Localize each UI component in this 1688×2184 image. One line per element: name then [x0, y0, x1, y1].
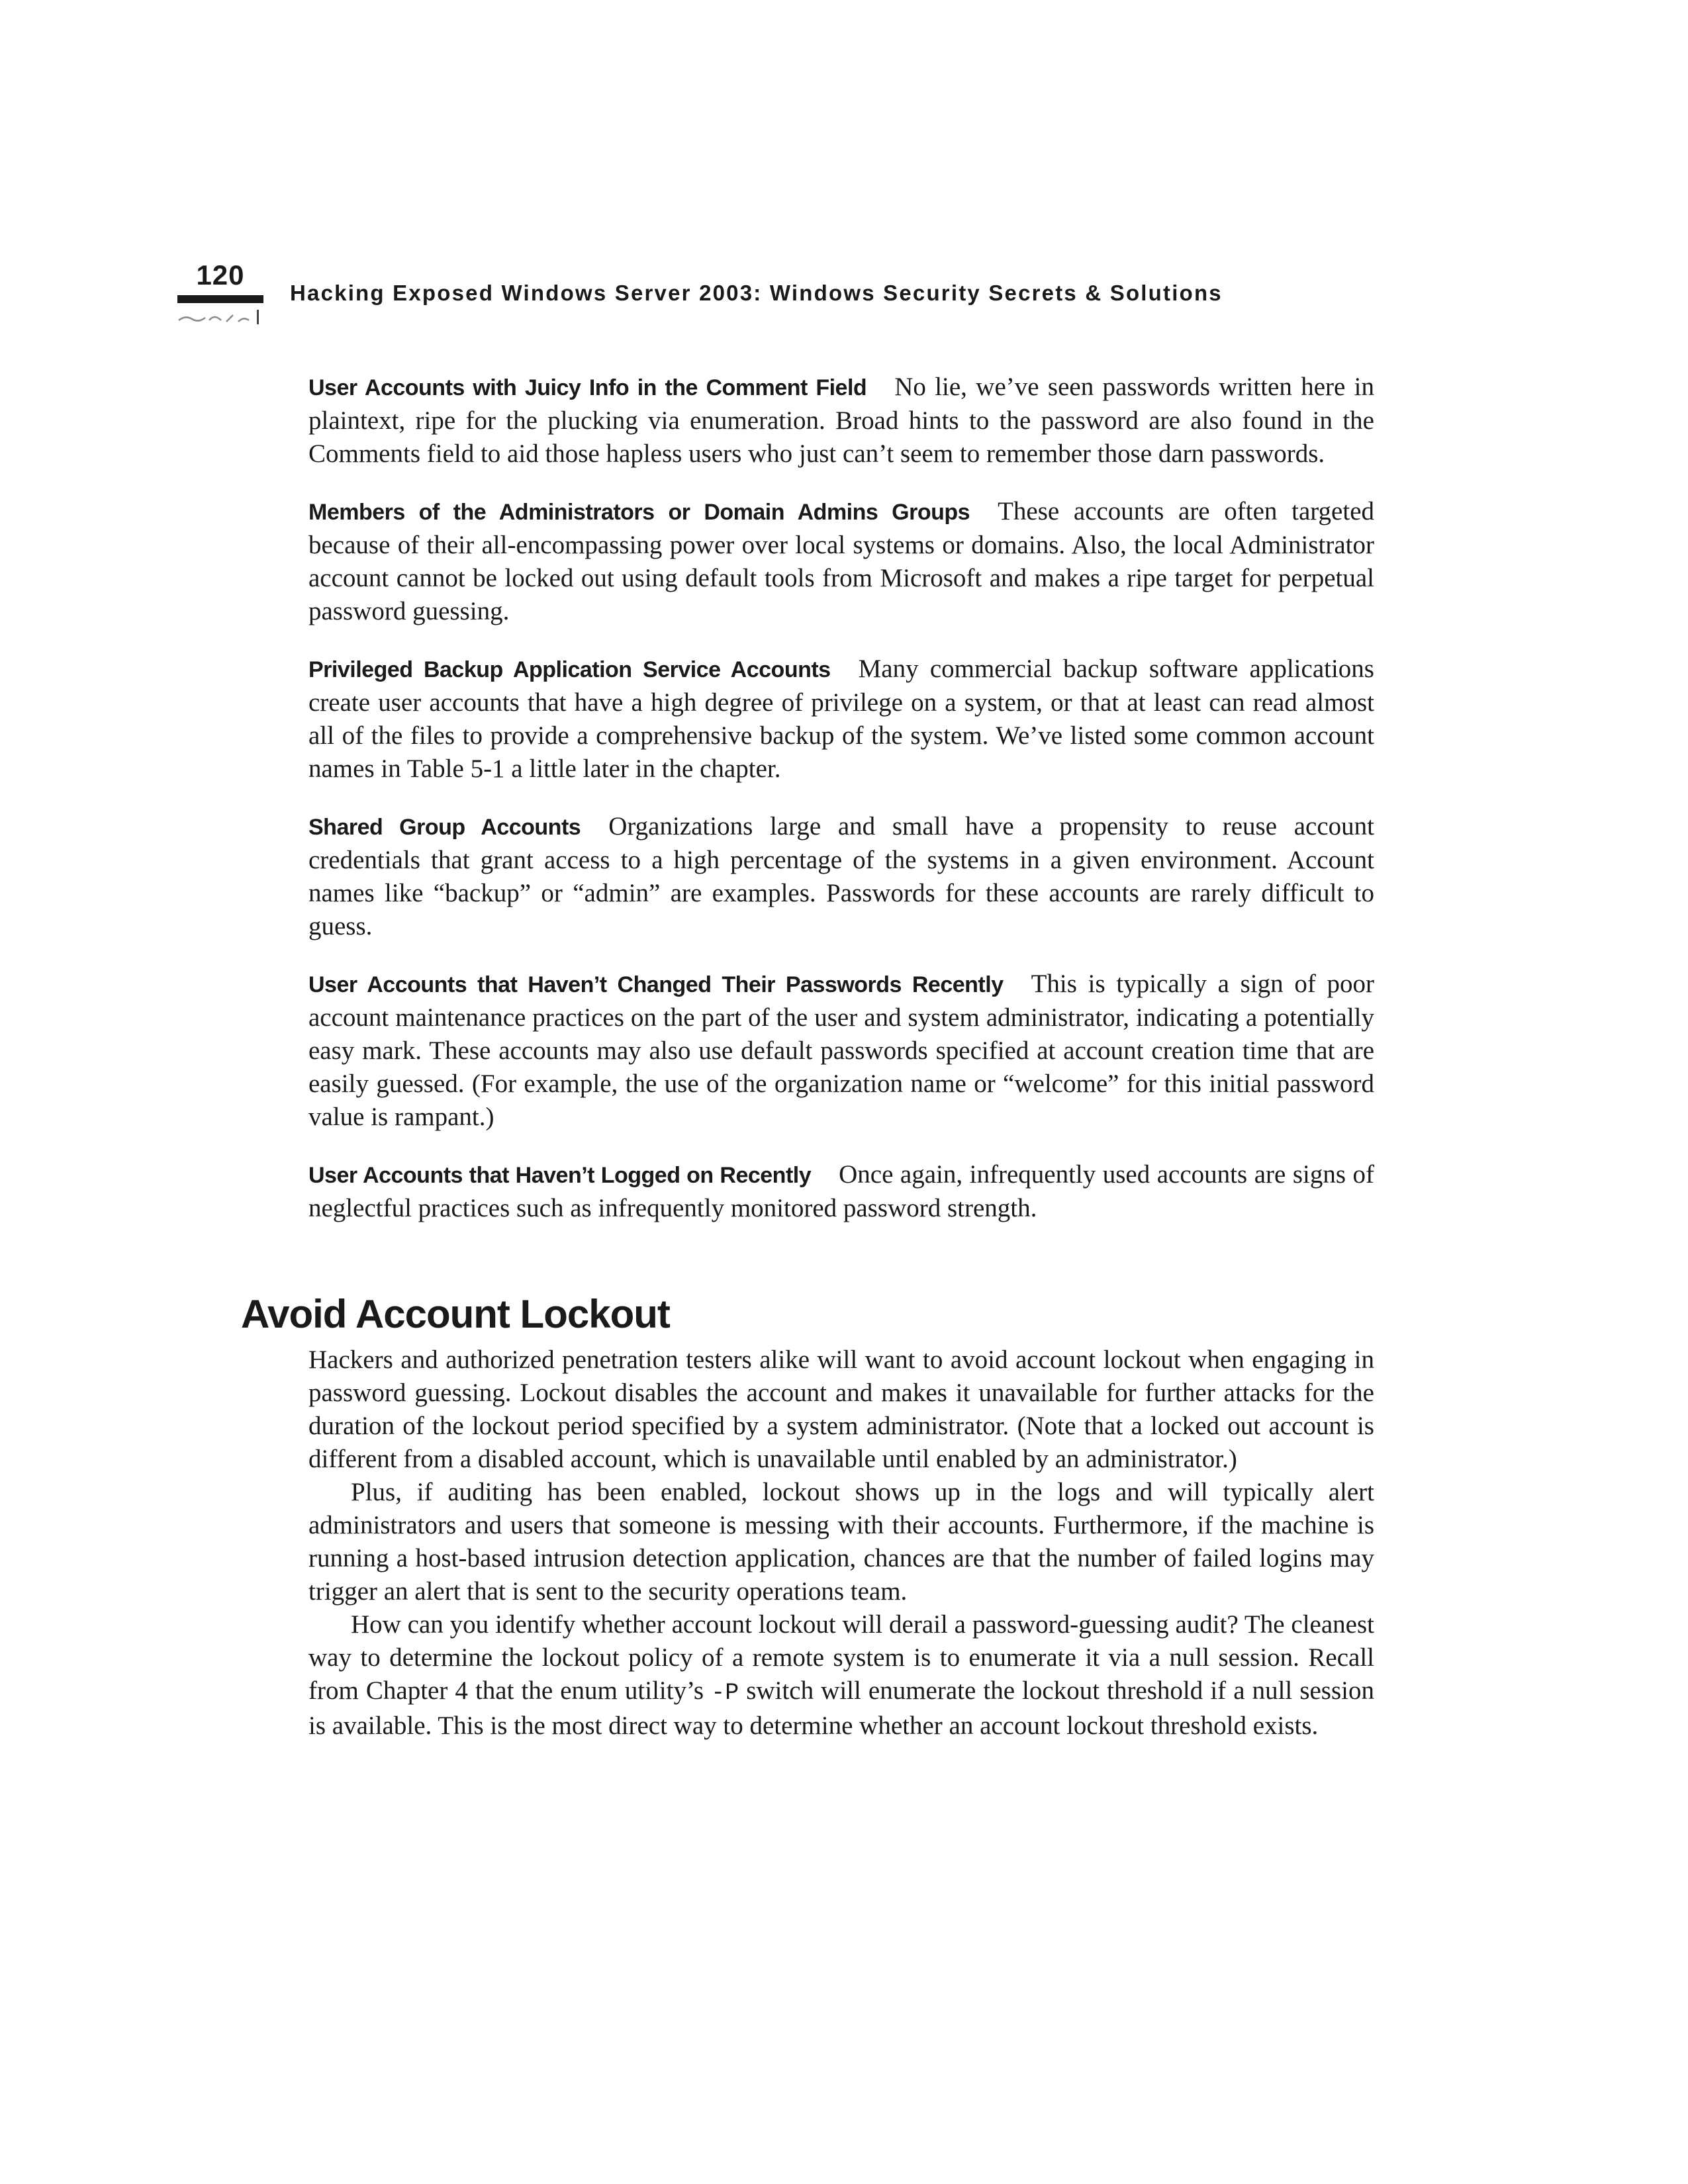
entry-list	[308, 371, 1374, 1250]
paragraph-text: How can you identify whether account lockout will derail a password-guessing audit? The cleanest way to determine the lockout policy of a remote system is to enumerate it via a null session. Recall from Chapter 4 that the enum utility’s	[308, 1610, 1374, 1705]
paragraph: Plus, if auditing has been enabled, lockout shows up in the logs and will typically alert administrators and users that someone is messing with their accounts. Furthermore, if the machine is running a host-based intrusion detection application, chances are that the number of failed logins may trigger an alert that is sent to the security operations team.	[308, 1478, 1374, 1606]
page-number-ornament	[177, 307, 263, 326]
entry	[308, 1158, 1374, 1225]
entry-text: This is typically a sign of poor account maintenance practices on the part of the user and system administrator, indicating a potentially easy mark. These accounts may also use default passwords specified at account creation time that are easily guessed. (For example, the use of the organization name or “welcome” for this initial password value is rampant.)	[308, 970, 1375, 1131]
entry-text: These accounts are often targeted because of their all-encompassing power over local systems or domains. Also, the local Administrator account cannot be locked out using default tools from Microsoft and makes a ripe target for perpetual password guessing.	[308, 497, 1374, 625]
entry-title: Members of the Administrators or Domain Admins Groups	[308, 500, 970, 525]
entry-title: Privileged Backup Application Service Accounts	[308, 657, 831, 682]
entry	[308, 968, 1374, 1134]
section-body	[308, 1343, 1374, 1743]
entry	[308, 495, 1374, 628]
entry	[308, 810, 1374, 943]
entry-title: User Accounts that Haven’t Changed Their Passwords Recently	[308, 972, 1004, 997]
entry-text: Once again, infrequently used accounts are signs of neglectful practices such as infrequently monitored password strength.	[308, 1160, 1374, 1222]
paragraph-text: switch will enumerate the lockout threshold if a null session is available. This is the most direct way to determine whether an account lockout threshold exists.	[308, 1676, 1374, 1740]
page-number-rule	[177, 295, 263, 303]
entry-text: Many commercial backup software applications create user accounts that have a high degree of privilege on a system, or that at least can read almost all of the files to provide a comprehensive backup of the system. We’ve listed some common account names in Table 5-1 a little later in the chapter.	[308, 655, 1374, 783]
paragraph	[308, 1608, 1374, 1743]
entry-title: User Accounts with Juicy Info in the Comment Field	[308, 375, 867, 400]
entry-text: No lie, we’ve seen passwords written here in plaintext, ripe for the plucking via enumeration. Broad hints to the password are also found in the Comments field to aid those hapless users who just can’t seem to remember those darn passwords.	[308, 373, 1374, 468]
entry	[308, 371, 1374, 471]
page-number: 120	[196, 259, 245, 291]
entry-title: Shared Group Accounts	[308, 815, 581, 840]
section-heading: Avoid Account Lockout	[241, 1292, 670, 1336]
paragraph: Hackers and authorized penetration testers alike will want to avoid account lockout when engaging in password guessing. Lockout disables the account and makes it unavailable for further attacks for the duration of the lockout period specified by a system administrator. (Note that a locked out account is different from a disabled account, which is unavailable until enabled by an administrator.)	[308, 1345, 1374, 1473]
entry-title: User Accounts that Haven’t Logged on Recently	[308, 1163, 812, 1188]
entry-text: Organizations large and small have a propensity to reuse account credentials that grant access to a high percentage of the systems in a given environment. Account names like “backup” or “admin” are examples. Passwords for these accounts are rarely difficult to guess.	[308, 812, 1374, 940]
entry	[308, 653, 1374, 786]
running-title: Hacking Exposed Windows Server 2003: Windows Security Secrets & Solutions	[290, 281, 1223, 305]
code-switch: -P	[711, 1680, 739, 1706]
